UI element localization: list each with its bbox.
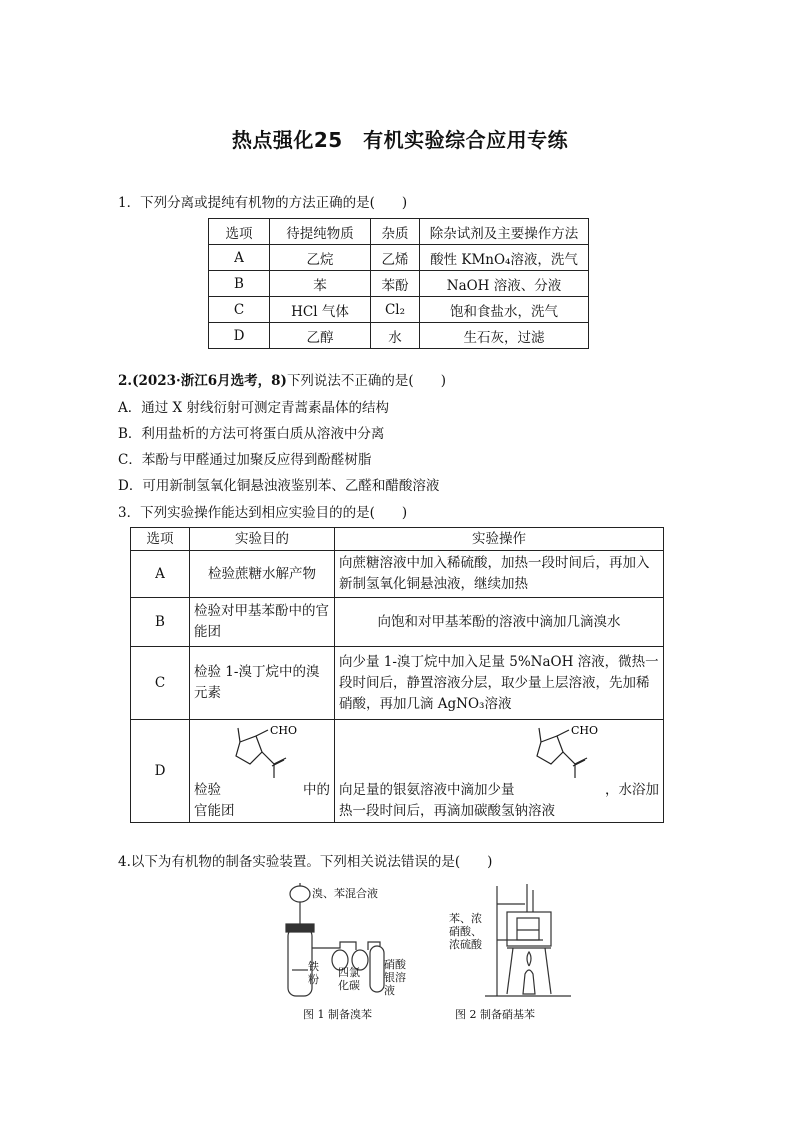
label-line: 硝酸 [384, 958, 406, 971]
question-3-table [130, 527, 664, 823]
label-line: 硝酸、 [449, 925, 482, 938]
table-cell: C [131, 647, 190, 720]
label-line: 苯、浓 [449, 912, 482, 925]
table-row [209, 297, 589, 323]
goal-text: 中的 [303, 782, 330, 798]
figure-1-label-top: 溴、苯混合液 [312, 887, 378, 900]
question-3-stem: 3．下列实验操作能达到相应实验目的的是( ) [118, 505, 408, 521]
table-row [131, 551, 664, 598]
table-header-cell: 实验操作 [335, 528, 664, 551]
question-4-stem: 4.以下为有机物的制备实验装置。下列相关说法错误的是( ) [118, 854, 493, 870]
table-cell: A [131, 551, 190, 598]
table-cell: 乙醇 [270, 323, 371, 349]
table-cell: D [131, 720, 190, 823]
table-cell: NaOH 溶液、分液 [420, 271, 589, 297]
table-header-row [131, 528, 664, 551]
table-header-cell: 除杂试剂及主要操作方法 [420, 219, 589, 245]
table-cell: 向饱和对甲基苯酚的溶液中滴加几滴溴水 [335, 598, 664, 647]
table-cell: 苯酚 [371, 271, 420, 297]
table-header-cell: 待提纯物质 [270, 219, 371, 245]
cyclopentane-aldehyde-structure [529, 722, 609, 780]
label-line: 化碳 [338, 979, 360, 992]
label-line: 粉 [308, 973, 319, 986]
figure-1-caption: 图 1 制备溴苯 [303, 1008, 372, 1021]
figure-2-labels [449, 912, 482, 951]
label-line: 银溶 [384, 971, 406, 984]
figure-2-nitrobenzene-apparatus [485, 882, 575, 1000]
op-text: 向足量的银氨溶液中滴加少量 [339, 782, 515, 798]
table-cell: 乙烷 [270, 245, 371, 271]
table-header-row [209, 219, 589, 245]
table-cell: 向蔗糖溶液中加入稀硫酸，加热一段时间后，再加入新制氢氧化铜悬浊液，继续加热 [335, 551, 664, 598]
question-2-text: 下列说法不正确的是( ) [286, 373, 446, 389]
goal-text: 官能团 [194, 803, 235, 819]
question-2-option-d: D．可用新制氢氧化铜悬浊液鉴别苯、乙醛和醋酸溶液 [118, 478, 440, 494]
table-cell: 水 [371, 323, 420, 349]
table-cell: 检验 1-溴丁烷中的溴元素 [190, 647, 335, 720]
op-text: 热一段时间后，再滴加碳酸氢钠溶液 [339, 803, 555, 819]
table-cell: 饱和食盐水，洗气 [420, 297, 589, 323]
question-2-option-a: A．通过 X 射线衍射可测定青蒿素晶体的结构 [118, 400, 389, 416]
table-header-cell: 选项 [131, 528, 190, 551]
page-title: 热点强化25 有机实验综合应用专练 [231, 128, 569, 152]
question-2-option-b: B．利用盐析的方法可将蛋白质从溶液中分离 [118, 426, 385, 442]
cyclopentane-aldehyde-structure [228, 722, 308, 780]
table-cell: D [209, 323, 270, 349]
table-row [131, 720, 664, 823]
table-cell: C [209, 297, 270, 323]
table-row [131, 598, 664, 647]
op-text: ，水浴加 [605, 782, 659, 798]
table-row [209, 271, 589, 297]
figure-1-label-iron [308, 960, 319, 986]
table-cell: 酸性 KMnO₄溶液，洗气 [420, 245, 589, 271]
question-2-stem [118, 371, 446, 391]
table-cell: A [209, 245, 270, 271]
figure-2-caption: 图 2 制备硝基苯 [455, 1008, 535, 1021]
question-2-option-c: C．苯酚与甲醛通过加聚反应得到酚醛树脂 [118, 452, 372, 468]
table-cell [190, 720, 335, 823]
label-line: 四氯 [338, 966, 360, 979]
label-line: 浓硫酸 [449, 938, 482, 951]
table-cell: 检验蔗糖水解产物 [190, 551, 335, 598]
table-cell: 检验对甲基苯酚中的官能团 [190, 598, 335, 647]
table-header-cell: 选项 [209, 219, 270, 245]
table-cell: 向少量 1-溴丁烷中加入足量 5%NaOH 溶液，微热一段时间后，静置溶液分层，取少量上层溶液，先加稀硝酸，再加几滴 AgNO₃溶液 [335, 647, 664, 720]
figure-1-label-agno3 [384, 958, 406, 997]
table-row [131, 647, 664, 720]
label-line: 铁 [308, 960, 319, 973]
cho-label: CHO [571, 724, 599, 737]
table-cell: Cl₂ [371, 297, 420, 323]
table-header-cell: 实验目的 [190, 528, 335, 551]
figure-1-label-ccl4 [338, 966, 360, 992]
label-line: 液 [384, 984, 395, 997]
goal-text: 检验 [194, 782, 221, 798]
table-row [209, 323, 589, 349]
table-cell [335, 720, 664, 823]
table-cell: 生石灰，过滤 [420, 323, 589, 349]
question-2-source: 2.(2023·浙江6月选考，8) [118, 373, 287, 389]
table-cell: B [131, 598, 190, 647]
question-1-table [208, 218, 589, 349]
cho-label: CHO [270, 724, 298, 737]
table-cell: 苯 [270, 271, 371, 297]
op-line [339, 780, 659, 801]
goal-line [194, 780, 330, 801]
table-cell: B [209, 271, 270, 297]
question-1-stem: 1．下列分离或提纯有机物的方法正确的是( ) [118, 195, 408, 211]
table-cell: 乙烯 [371, 245, 420, 271]
table-row [209, 245, 589, 271]
table-header-cell: 杂质 [371, 219, 420, 245]
table-cell: HCl 气体 [270, 297, 371, 323]
